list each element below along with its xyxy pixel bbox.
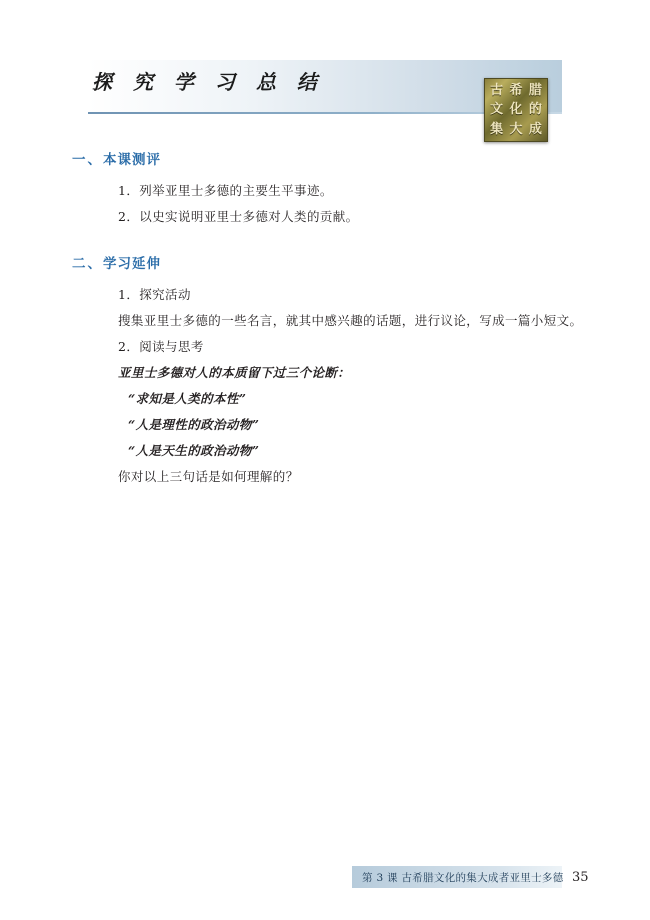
seal-glyph: 的 [528,102,542,118]
seal-glyph: 希 [509,83,523,99]
section-heading [72,252,650,272]
list-item: 搜集亚里士多德的一些名言，就其中感兴趣的话题，进行议论，写成一篇小短文。 [118,313,583,328]
section-xue-xi-yan-shen [0,252,650,490]
list-item: 1．探究活动 [118,287,191,302]
quote-line: “人是理性的政治动物” [128,417,260,432]
quote-line: “求知是人类的本性” [128,391,247,406]
seal-glyph: 成 [528,121,542,137]
section-number: 一、 [72,152,103,168]
list-item: 亚里士多德对人的本质留下过三个论断： [118,365,351,380]
page-content [0,148,650,512]
seal-glyph: 集 [490,121,504,137]
list-item: 你对以上三句话是如何理解的？ [118,469,299,484]
page-title: 探 究 学 习 总 结 [92,70,324,94]
seal-stamp-icon [484,78,548,142]
section-heading [72,148,650,168]
list-item: 2．以史实说明亚里士多德对人类的贡献。 [118,209,359,224]
list-item: 2．阅读与思考 [118,339,204,354]
page-footer [0,866,650,892]
seal-glyph: 腊 [528,83,542,99]
seal-glyph: 古 [490,83,504,99]
seal-glyph: 大 [509,121,523,137]
list-item: 1．列举亚里士多德的主要生平事迹。 [118,183,333,198]
footer-chapter-label: 第 3 课 古希腊文化的集大成者亚里士多德 [362,871,564,884]
section-title: 本课测评 [103,152,161,168]
quote-line: “人是天生的政治动物” [128,443,260,458]
footer-chapter-bar [352,866,562,888]
section-title: 学习延伸 [103,256,161,272]
seal-glyph: 化 [509,102,523,118]
section-ben-ke-ce-ping [0,148,650,230]
section-number: 二、 [72,256,103,272]
footer-page-number: 35 [572,869,589,885]
seal-glyph: 文 [490,102,504,118]
page-header [0,60,650,130]
